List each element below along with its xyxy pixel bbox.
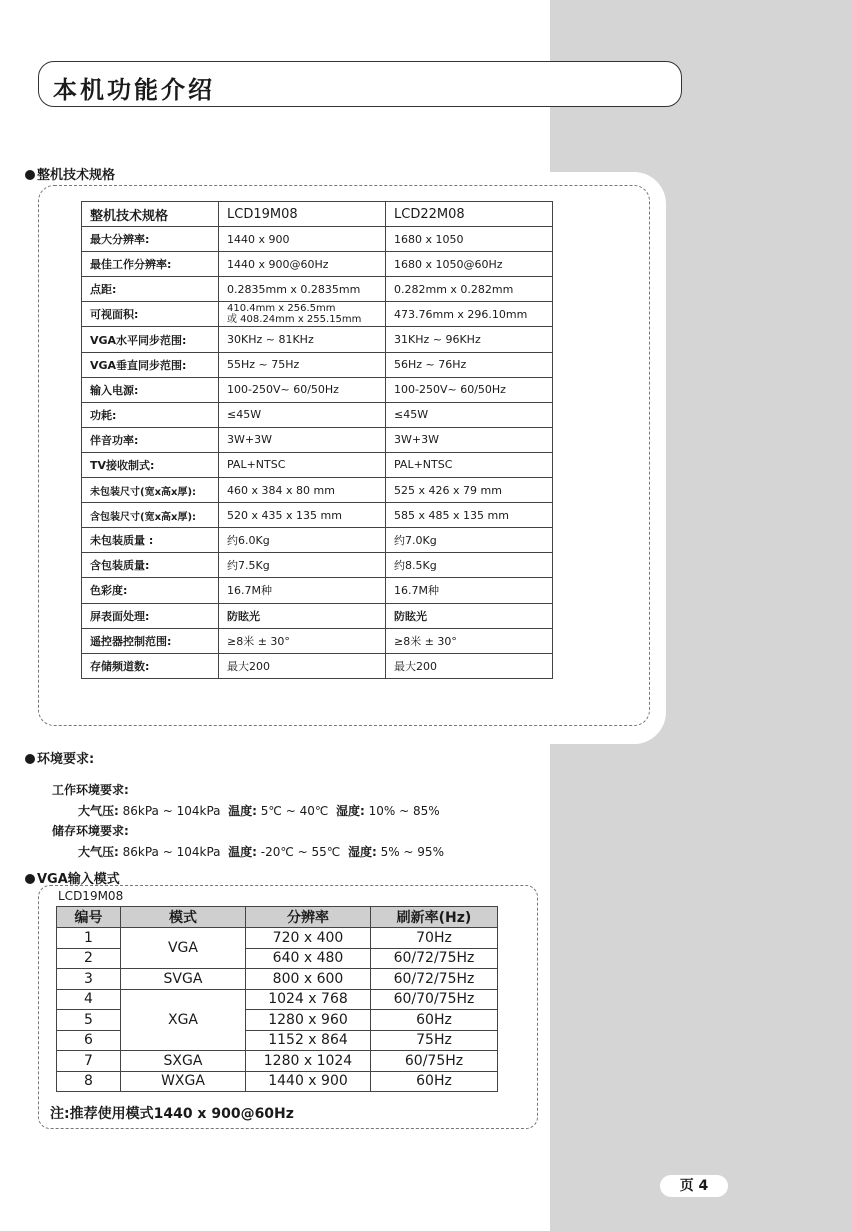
spec-row [82, 603, 553, 628]
spec-row [82, 377, 553, 402]
spec-row [82, 252, 553, 277]
spec-label: 遥控器控制范围: [82, 628, 219, 653]
spec-label: 屏表面处理: [82, 603, 219, 628]
spec-table [81, 201, 553, 679]
spec-value: 100-250V~ 60/50Hz [386, 377, 553, 402]
spec-label: 可视面积: [82, 302, 219, 327]
vga-rate: 70Hz [371, 928, 498, 949]
vga-header-cell: 分辨率 [246, 907, 371, 928]
spec-value: ≥8米 ± 30° [386, 628, 553, 653]
spec-label: 最大分辨率: [82, 227, 219, 252]
spec-value: 1680 x 1050 [386, 227, 553, 252]
vga-row [57, 989, 498, 1010]
spec-row [82, 578, 553, 603]
spec-value: 16.7M种 [386, 578, 553, 603]
spec-label: 点距: [82, 277, 219, 302]
work-env-values: 大气压: 86kPa ~ 104kPa 温度: 5℃ ~ 40℃ 湿度: 10% ~ 85% [78, 804, 440, 818]
vga-rate: 60Hz [371, 1071, 498, 1092]
spec-table-header [82, 202, 553, 227]
spec-label: 存储频道数: [82, 653, 219, 678]
spec-value: 1440 x 900 [219, 227, 386, 252]
title-box [38, 61, 682, 107]
spec-row [82, 227, 553, 252]
spec-value: 约6.0Kg [219, 528, 386, 553]
spec-value: 525 x 426 x 79 mm [386, 478, 553, 503]
vga-header-cell: 编号 [57, 907, 121, 928]
spec-value: 473.76mm x 296.10mm [386, 302, 553, 327]
spec-row [82, 528, 553, 553]
spec-row [82, 628, 553, 653]
spec-row [82, 302, 553, 327]
spec-value: 3W+3W [219, 427, 386, 452]
bullet-icon [25, 754, 35, 764]
spec-header-cell: LCD19M08 [219, 202, 386, 227]
vga-no: 3 [57, 969, 121, 990]
spec-value: 56Hz ~ 76Hz [386, 352, 553, 377]
page-title: 本机功能介绍 [53, 75, 215, 104]
vga-no: 2 [57, 948, 121, 969]
spec-value: 0.282mm x 0.282mm [386, 277, 553, 302]
vga-rate: 60/72/75Hz [371, 948, 498, 969]
spec-value: PAL+NTSC [386, 452, 553, 477]
vga-res: 800 x 600 [246, 969, 371, 990]
vga-no: 4 [57, 989, 121, 1010]
spec-value: 约7.0Kg [386, 528, 553, 553]
spec-label: VGA水平同步范围: [82, 327, 219, 352]
spec-value: 约7.5Kg [219, 553, 386, 578]
spec-value: 防眩光 [219, 603, 386, 628]
spec-value: 约8.5Kg [386, 553, 553, 578]
vga-model-label: LCD19M08 [58, 889, 124, 903]
storage-env-values: 大气压: 86kPa ~ 104kPa 温度: -20℃ ~ 55℃ 湿度: 5% ~ 95% [78, 845, 444, 859]
spec-value: 防眩光 [386, 603, 553, 628]
spec-value: PAL+NTSC [219, 452, 386, 477]
spec-value: 30KHz ~ 81KHz [219, 327, 386, 352]
spec-label: 色彩度: [82, 578, 219, 603]
spec-row [82, 277, 553, 302]
spec-value: 520 x 435 x 135 mm [219, 503, 386, 528]
vga-note: 注:推荐使用模式1440 x 900@60Hz [50, 1106, 294, 1122]
spec-value: ≥8米 ± 30° [219, 628, 386, 653]
spec-label: 最佳工作分辨率: [82, 252, 219, 277]
spec-value: 100-250V~ 60/50Hz [219, 377, 386, 402]
spec-header-cell: LCD22M08 [386, 202, 553, 227]
vga-header-cell: 模式 [121, 907, 246, 928]
spec-row [82, 427, 553, 452]
spec-value: 0.2835mm x 0.2835mm [219, 277, 386, 302]
vga-no: 6 [57, 1030, 121, 1051]
spec-value: 最大200 [219, 653, 386, 678]
spec-row [82, 553, 553, 578]
spec-row [82, 402, 553, 427]
vga-header-cell: 刷新率(Hz) [371, 907, 498, 928]
vga-mode: XGA [121, 989, 246, 1051]
spec-label: TV接收制式: [82, 452, 219, 477]
vga-mode: VGA [121, 928, 246, 969]
vga-header-row [57, 907, 498, 928]
spec-row [82, 653, 553, 678]
vga-no: 1 [57, 928, 121, 949]
viewing-area-alt-line: 或 408.24mm x 255.15mm [227, 314, 362, 326]
vga-no: 7 [57, 1051, 121, 1072]
vga-res: 640 x 480 [246, 948, 371, 969]
spec-value: 460 x 384 x 80 mm [219, 478, 386, 503]
spec-header-cell: 整机技术规格 [82, 202, 219, 227]
page-number: 页 4 [660, 1175, 728, 1197]
viewing-area-line: 410.4mm x 256.5mm [227, 303, 336, 315]
spec-value: 3W+3W [386, 427, 553, 452]
spec-row [82, 478, 553, 503]
vga-row [57, 1051, 498, 1072]
vga-res: 1280 x 1024 [246, 1051, 371, 1072]
storage-env-label: 储存环境要求: [52, 824, 129, 838]
bullet-icon [25, 170, 35, 180]
bullet-icon [25, 874, 35, 884]
work-env-label: 工作环境要求: [52, 783, 129, 797]
spec-label: 功耗: [82, 402, 219, 427]
vga-rate: 60/75Hz [371, 1051, 498, 1072]
spec-label: 含包装尺寸(宽x高x厚): [82, 503, 219, 528]
spec-value: 16.7M种 [219, 578, 386, 603]
spec-value [219, 302, 386, 327]
spec-value: ≤45W [219, 402, 386, 427]
spec-label: VGA垂直同步范围: [82, 352, 219, 377]
spec-value: ≤45W [386, 402, 553, 427]
spec-row [82, 452, 553, 477]
vga-res: 1440 x 900 [246, 1071, 371, 1092]
vga-no: 8 [57, 1071, 121, 1092]
vga-mode: SXGA [121, 1051, 246, 1072]
spec-value: 55Hz ~ 75Hz [219, 352, 386, 377]
spec-value: 585 x 485 x 135 mm [386, 503, 553, 528]
vga-no: 5 [57, 1010, 121, 1031]
spec-label: 未包装质量 : [82, 528, 219, 553]
spec-row [82, 503, 553, 528]
spec-row [82, 327, 553, 352]
vga-heading: VGA输入模式 [25, 868, 120, 887]
spec-label: 输入电源: [82, 377, 219, 402]
vga-rate: 60/72/75Hz [371, 969, 498, 990]
vga-res: 720 x 400 [246, 928, 371, 949]
spec-heading: 整机技术规格 [25, 164, 115, 183]
spec-value: 1680 x 1050@60Hz [386, 252, 553, 277]
vga-rate: 60Hz [371, 1010, 498, 1031]
vga-rate: 75Hz [371, 1030, 498, 1051]
spec-value: 1440 x 900@60Hz [219, 252, 386, 277]
vga-row [57, 969, 498, 990]
vga-row [57, 1071, 498, 1092]
spec-label: 伴音功率: [82, 427, 219, 452]
vga-table [56, 906, 498, 1092]
spec-value: 最大200 [386, 653, 553, 678]
vga-res: 1152 x 864 [246, 1030, 371, 1051]
spec-label: 未包装尺寸(宽x高x厚): [82, 478, 219, 503]
vga-mode: SVGA [121, 969, 246, 990]
spec-row [82, 352, 553, 377]
vga-mode: WXGA [121, 1071, 246, 1092]
spec-label: 含包装质量: [82, 553, 219, 578]
vga-res: 1280 x 960 [246, 1010, 371, 1031]
environment-heading: 环境要求: [25, 748, 94, 767]
vga-row [57, 928, 498, 949]
vga-rate: 60/70/75Hz [371, 989, 498, 1010]
vga-res: 1024 x 768 [246, 989, 371, 1010]
spec-value: 31KHz ~ 96KHz [386, 327, 553, 352]
